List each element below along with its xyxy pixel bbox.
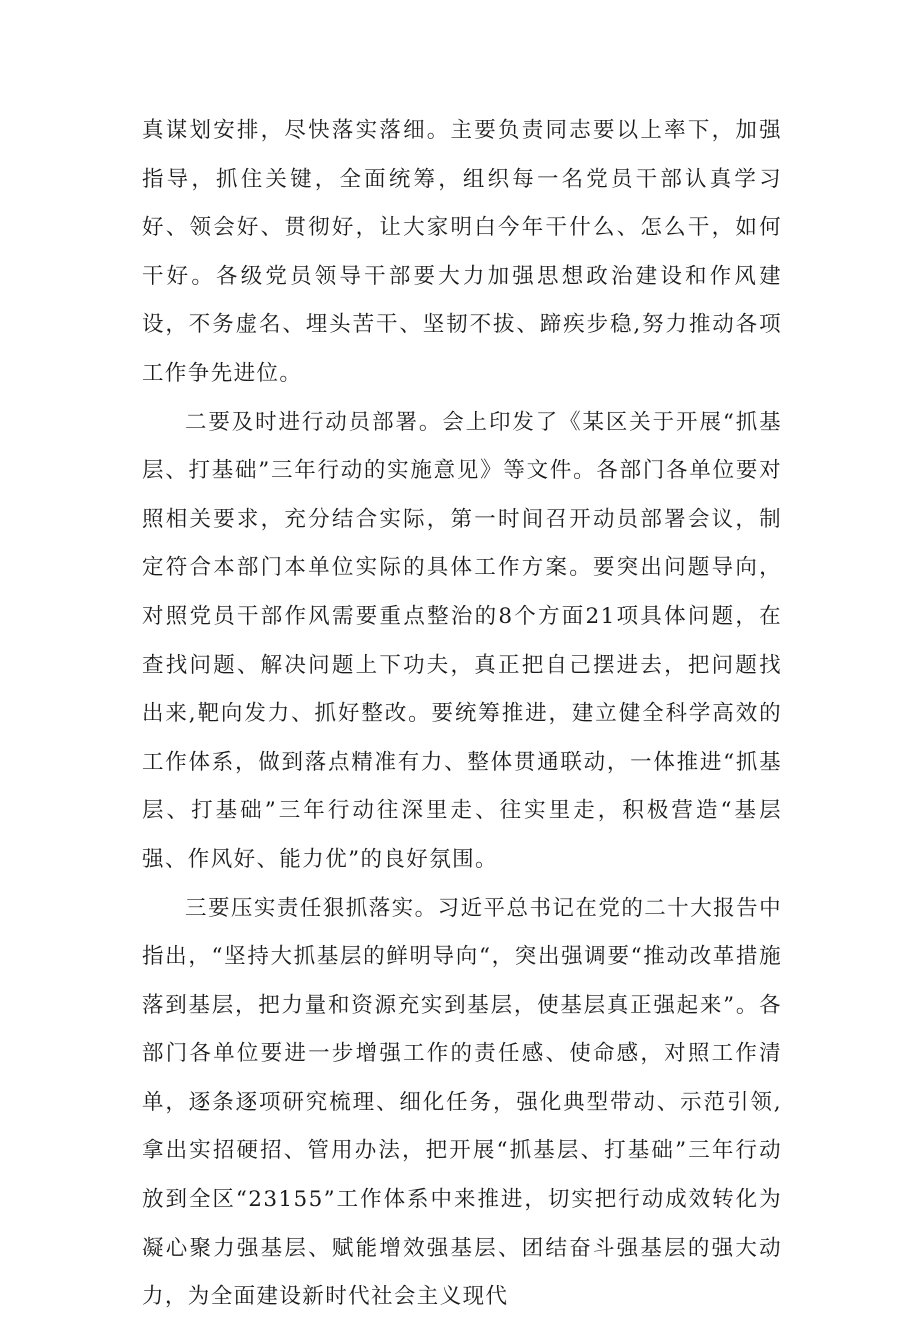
paragraph-continued: 真谋划安排，尽快落实落细。主要负责同志要以上率下，加强指导，抓住关键，全面统筹，组织每一名党员干部认真学习好、领会好、贯彻好，让大家明白今年干什么、怎么干，如何干好。各级党员领导干部要大力加强思想政治建设和作风建设，不务虚名、埋头苦干、坚韧不拔、蹄疾步稳,努力推动各项工作争先进位。 <box>142 118 782 386</box>
paragraph-mobilization: 二要及时进行动员部署。会上印发了《某区关于开展“抓基层、打基础”三年行动的实施意见》等文件。各部门各单位要对照相关要求，充分结合实际，第一时间召开动员部署会议，制定符合本部门本单位实际的具体工作方案。要突出问题导向，对照党员干部作风需要重点整治的8个方面21项具体问题，在查找问题、解决问题上下功夫，真正把自己摆进去，把问题找出来,靶向发力、抓好整改。要统筹推进，建立健全科学高效的工作体系，做到落点精准有力、整体贯通联动，一体推进“抓基层、打基础”三年行动往深里走、往实里走，积极营造“基层强、作风好、能力优”的良好氛围。 <box>142 409 782 872</box>
document-body <box>142 107 782 1322</box>
paragraph-responsibility: 三要压实责任狠抓落实。习近平总书记在党的二十大报告中指出，“坚持大抓基层的鲜明导向“，突出强调要“推动改革措施落到基层，把力量和资源充实到基层，使基层真正强起来”。各部门各单位要进一步增强工作的责任感、使命感，对照工作清单，逐条逐项研究梳理、细化任务，强化典型带动、示范引领,拿出实招硬招、管用办法，把开展“抓基层、打基础”三年行动放到全区“23155”工作体系中来推进，切实把行动成效转化为凝心聚力强基层、赋能增效强基层、团结奋斗强基层的强大动力，为全面建设新时代社会主义现代 <box>142 895 782 1310</box>
